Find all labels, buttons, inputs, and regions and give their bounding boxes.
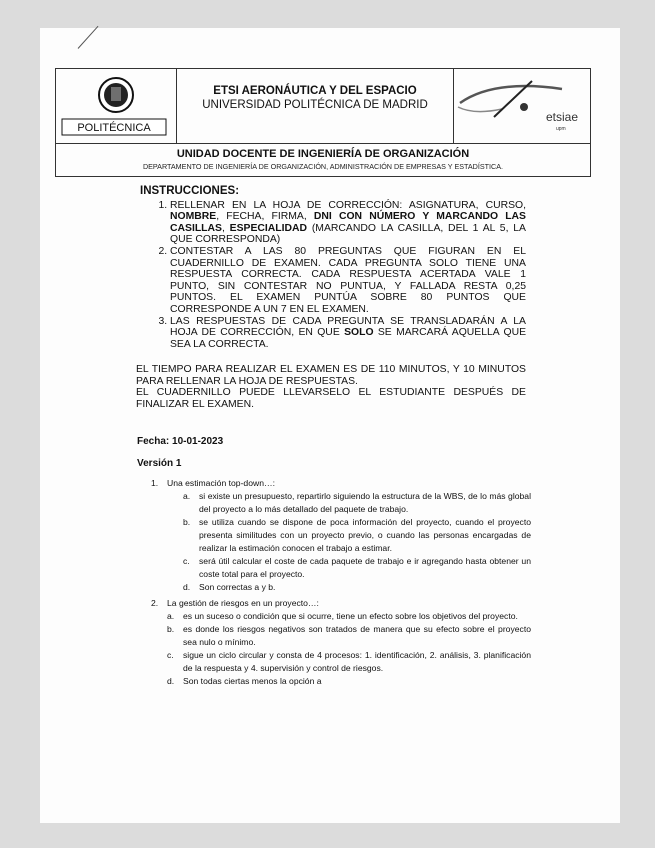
question-stem: La gestión de riesgos en un proyecto…:	[167, 598, 319, 608]
option-c: c. será útil calcular el coste de cada paquete de trabajo e ir agregando hasta obtener un coste total para el proyecto.	[183, 556, 531, 579]
instructions-title: INSTRUCCIONES:	[140, 185, 240, 197]
option-b: b. se utiliza cuando se dispone de poca información del proyecto, cuando el proyecto presenta similitudes con un proyecto previo, o cuando las personas encargadas de realizar la estimación conocen el trabajo a estimar.	[183, 517, 531, 553]
option-d: d. Son correctas a y b.	[183, 582, 276, 592]
option-a: a. es un suceso o condición que si ocurre, tiene un efecto sobre los objetivos del proyecto.	[167, 611, 518, 621]
exam-version: Versión 1	[137, 458, 182, 469]
unit-title: UNIDAD DOCENTE DE INGENIERÍA DE ORGANIZACIÓN	[176, 148, 470, 160]
booklet-note: EL CUADERNILLO PUEDE LLEVARSELO EL ESTUDIANTE DESPUÉS DE FINALIZAR EL EXAMEN.	[136, 387, 526, 410]
option-b: b. es donde los riesgos negativos son tratados de manera que su efecto sobre el proyecto sea nulo o mínimo.	[167, 624, 531, 647]
university-name: UNIVERSIDAD POLITÉCNICA DE MADRID	[202, 99, 428, 111]
upm-seal-icon	[56, 69, 176, 143]
etsiae-sub: upm	[556, 126, 566, 132]
exam-notes	[136, 364, 526, 410]
option-c: c. sigue un ciclo circular y consta de 4 procesos: 1. identificación, 2. análisis, 3. planificación de la respuesta y 4. supervisión y control de riesgos.	[167, 650, 531, 673]
option-d: d. Son todas ciertas menos la opción a	[167, 676, 322, 686]
instruction-2: 2. CONTESTAR A LAS 80 PREGUNTAS QUE FIGURAN EN EL CUADERNILLO DE EXAMEN. CADA PREGUNTA SOLO TIENE UNA RESPUESTA CORRECTA. CADA RESPUESTA ACERTADA VALE 1 PUNTO, SIN CONTESTAR NO PUNTUA, Y FALLADA RESTA 0,25 PUNTOS. EL EXAMEN PUNTÚA SOBRE 80 PUNTOS QUE CORRESPONDE A UN 7 EN EL EXAMEN.	[170, 246, 526, 316]
school-title	[177, 69, 454, 143]
logo-text: POLITÉCNICA	[77, 122, 151, 134]
question-1	[151, 477, 531, 594]
department-name: DEPARTAMENTO DE INGENIERÍA DE ORGANIZACIÓN, ADMINISTRACIÓN DE EMPRESAS Y ESTADÍSTICA.	[142, 162, 504, 171]
question-2	[151, 597, 531, 688]
school-name: ETSI AERONÁUTICA Y DEL ESPACIO	[213, 85, 417, 97]
etsiae-text: etsiae	[546, 110, 579, 124]
question-number: 1.	[151, 478, 159, 488]
department-box	[55, 144, 591, 177]
etsiae-logo	[454, 69, 590, 143]
question-stem: Una estimación top-down…:	[167, 478, 275, 488]
instruction-3: 3. LAS RESPUESTAS DE CADA PREGUNTA SE TRANSLADARÁN A LA HOJA DE CORRECCIÓN, EN QUE SOLO SE MARCARÁ AQUELLA QUE SEA LA CORRECTA.	[170, 316, 526, 351]
time-note: EL TIEMPO PARA REALIZAR EL EXAMEN ES DE 110 MINUTOS, Y 10 MINUTOS PARA RELLENAR LA HOJA DE RESPUESTAS.	[136, 364, 526, 387]
question-number: 2.	[151, 598, 159, 608]
option-a: a. si existe un presupuesto, repartirlo siguiendo la estructura de la WBS, de lo más global del proyecto a lo más detallado del paquete de trabajo.	[183, 491, 531, 514]
instructions	[140, 186, 526, 350]
exam-date: Fecha: 10-01-2023	[137, 436, 224, 447]
upm-logo	[56, 69, 177, 143]
etsiae-logo-icon	[454, 69, 590, 143]
header-table	[55, 68, 591, 144]
instruction-1: 1. RELLENAR EN LA HOJA DE CORRECCIÓN: ASIGNATURA, CURSO, NOMBRE, FECHA, FIRMA, DNI CON NÚMERO Y MARCANDO LAS CASILLAS, ESPECIALIDAD (MARCANDO LA CASILLA, DEL 1 AL 5, LA QUE CORRESPONDA)	[170, 200, 526, 246]
